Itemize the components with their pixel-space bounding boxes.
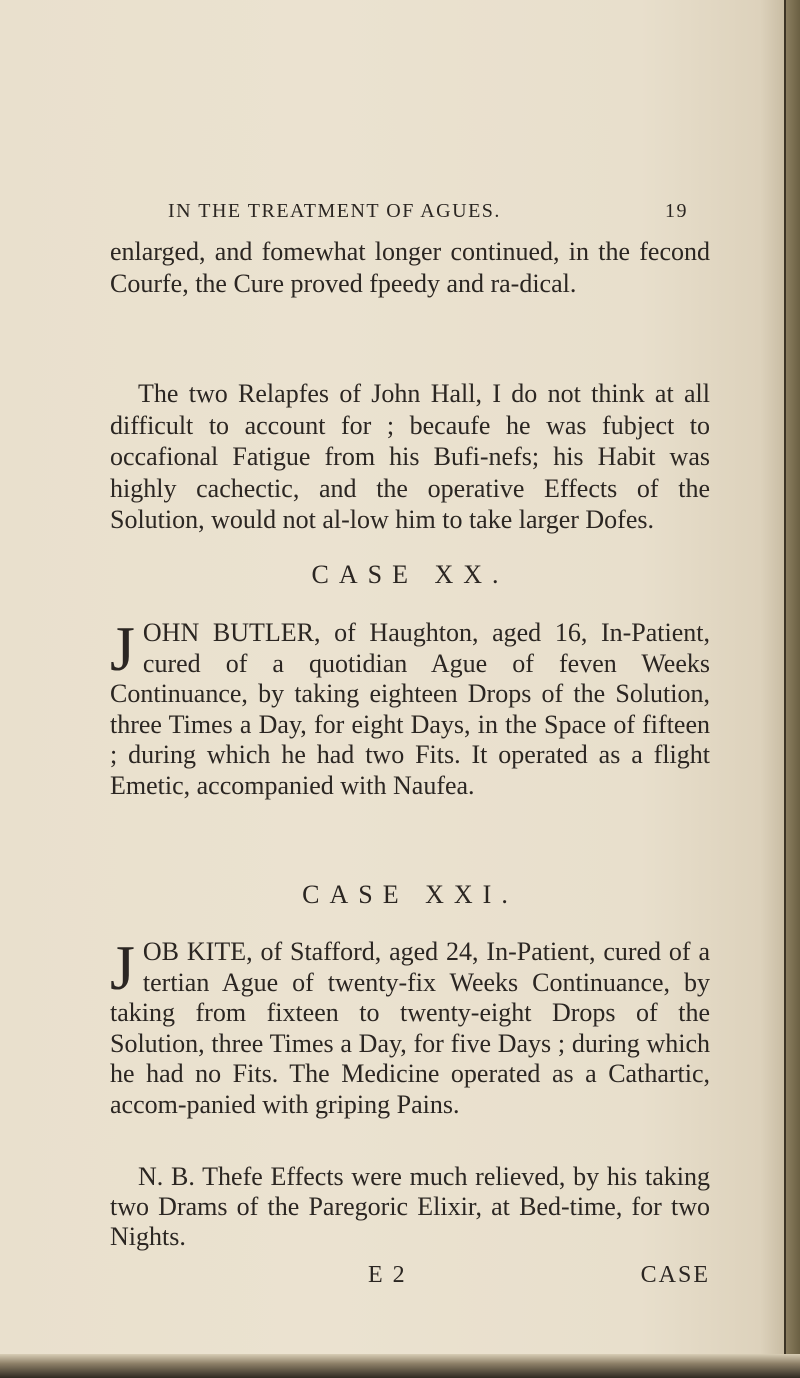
page-footer bbox=[368, 1262, 710, 1289]
running-head bbox=[168, 200, 688, 223]
nota-bene-paragraph: N. B. Thefe Effects were much relieved, by his taking two Drams of the Paregoric Elixir, at Bed-time, for two Nights. bbox=[110, 1162, 710, 1251]
case-21-text: OB KITE, of Stafford, aged 24, In-Patient, cured of a tertian Ague of twenty-fix Weeks Continuance, by taking from fixteen to twenty-eight Drops of the Solution, three Times a Day, for five Days ; during which he had no Fits. The Medicine operated as a Cathartic, accom-panied with griping Pains. bbox=[110, 937, 710, 1119]
signature-mark: E 2 bbox=[368, 1262, 407, 1288]
case-20-dropcap: J bbox=[110, 613, 135, 684]
case-21-paragraph bbox=[110, 932, 710, 1120]
case-21-heading: CASE XXI. bbox=[302, 880, 518, 909]
case-20-text: OHN BUTLER, of Haughton, aged 16, In-Patient, cured of a quotidian Ague of feven Weeks Continuance, by taking eighteen Drops of the Solution, three Times a Day, for eight Days, in the Space of fifteen ; during which he had two Fits. It operated as a flight Emetic, accompanied with Naufea. bbox=[110, 618, 710, 800]
paragraph-continued: enlarged, and fomewhat longer continued, in the fecond Courfe, the Cure proved fpeedy and ra-dical. bbox=[110, 237, 710, 298]
page-bottom-edge bbox=[0, 1354, 800, 1378]
catchword: CASE bbox=[640, 1262, 710, 1288]
book-binding-edge bbox=[784, 0, 800, 1378]
case-20-heading: CASE XX. bbox=[311, 560, 509, 589]
case-21-dropcap: J bbox=[110, 932, 135, 1003]
running-head-title: IN THE TREATMENT OF AGUES. bbox=[168, 200, 501, 222]
paragraph-relapses: The two Relapfes of John Hall, I do not think at all difficult to account for ; becaufe he was fubject to occafional Fatigue from his Bufi-nefs; his Habit was highly cachectic, and the operative Effects of the Solution, would not al-low him to take larger Dofes. bbox=[110, 379, 710, 534]
case-20-paragraph bbox=[110, 613, 710, 801]
page-number: 19 bbox=[665, 200, 688, 222]
